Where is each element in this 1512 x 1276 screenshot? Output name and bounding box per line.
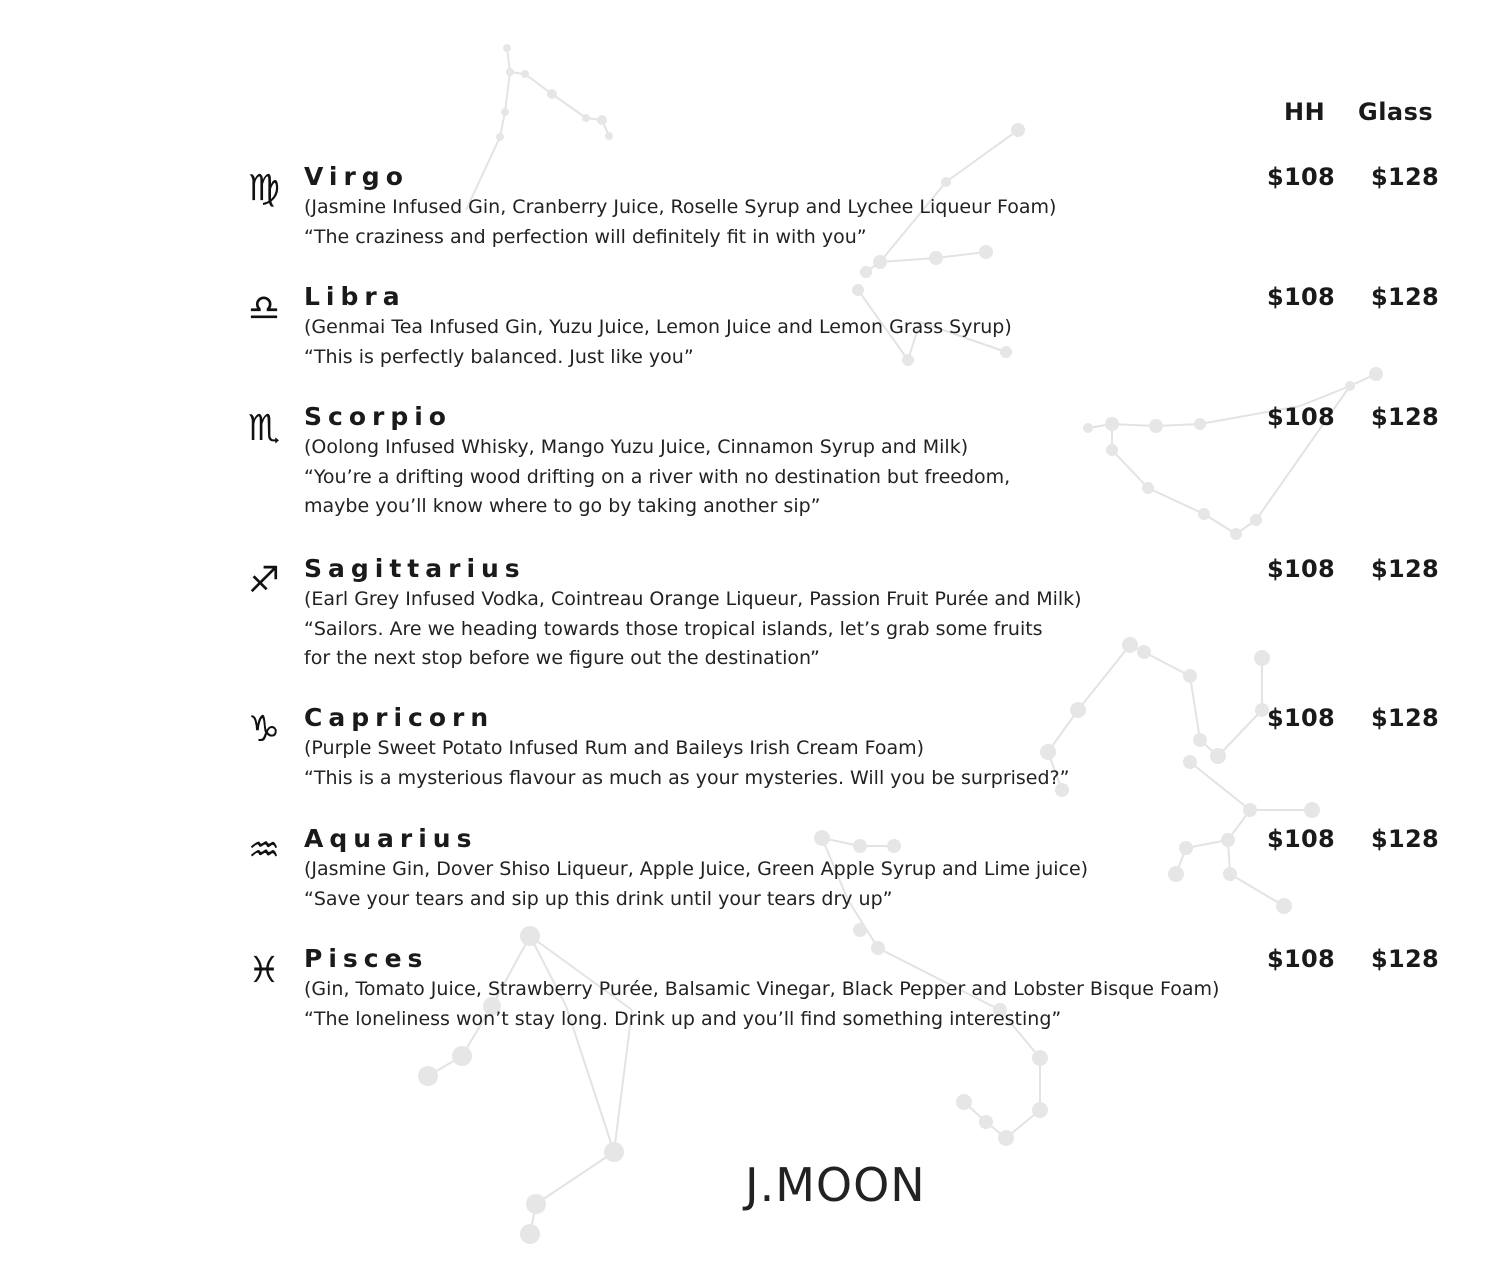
glass-price: $128: [1371, 163, 1439, 191]
item-name: Aquarius: [304, 824, 478, 853]
item-description: [304, 433, 1010, 522]
hh-price: $108: [1267, 945, 1335, 973]
glass-price: $128: [1371, 825, 1439, 853]
pisces-icon: ♓: [247, 950, 281, 991]
item-ingredients: (Purple Sweet Potato Infused Rum and Baileys Irish Cream Foam): [304, 737, 925, 759]
item-description: [304, 975, 1219, 1034]
item-ingredients: (Jasmine Gin, Dover Shiso Liqueur, Apple Juice, Green Apple Syrup and Lime juice): [304, 858, 1089, 880]
item-tagline: “This is a mysterious flavour as much as your mysteries. Will you be surprised?”: [304, 766, 1070, 789]
glass-price: $128: [1371, 945, 1439, 973]
item-ingredients: (Oolong Infused Whisky, Mango Yuzu Juice, Cinnamon Syrup and Milk): [304, 436, 969, 458]
glass-price: $128: [1371, 704, 1439, 732]
glass-price: $128: [1371, 403, 1439, 431]
item-name: Capricorn: [304, 703, 495, 732]
constellation-top: [466, 44, 613, 210]
item-tagline: for the next stop before we figure out the destination”: [304, 647, 820, 669]
item-name: Virgo: [304, 162, 409, 191]
constellation-bottom: [418, 926, 632, 1244]
item-description: [304, 585, 1082, 674]
item-ingredients: (Gin, Tomato Juice, Strawberry Purée, Balsamic Vinegar, Black Pepper and Lobster Bisque Foam): [304, 978, 1220, 1000]
libra-icon: ♎: [247, 288, 281, 329]
aquarius-icon: ♒: [247, 830, 281, 871]
item-tagline: “The loneliness won’t stay long. Drink up and you’ll find something interesting”: [304, 1007, 1062, 1030]
glass-price: $128: [1371, 555, 1439, 583]
item-name: Scorpio: [304, 402, 452, 431]
hh-price: $108: [1267, 704, 1335, 732]
item-ingredients: (Jasmine Infused Gin, Cranberry Juice, Roselle Syrup and Lychee Liqueur Foam): [304, 196, 1057, 218]
item-name: Pisces: [304, 944, 429, 973]
item-ingredients: (Genmai Tea Infused Gin, Yuzu Juice, Lemon Juice and Lemon Grass Syrup): [304, 316, 1012, 338]
constellation-right: [1083, 367, 1383, 540]
item-description: [304, 193, 1056, 252]
capricorn-icon: ♑: [247, 709, 281, 750]
item-ingredients: (Earl Grey Infused Vodka, Cointreau Orange Liqueur, Passion Fruit Purée and Milk): [304, 588, 1082, 610]
item-tagline: “You’re a drifting wood drifting on a river with no destination but freedom,: [304, 465, 1011, 488]
brand-logo: J.MOON: [745, 1158, 926, 1212]
sagittarius-icon: ♐: [247, 560, 281, 601]
hh-price: $108: [1267, 283, 1335, 311]
item-description: [304, 855, 1088, 914]
hh-column-header: HH: [1284, 98, 1326, 126]
item-name: Libra: [304, 282, 406, 311]
item-description: [304, 734, 1069, 793]
glass-price: $128: [1371, 283, 1439, 311]
hh-price: $108: [1267, 825, 1335, 853]
glass-column-header: Glass: [1358, 98, 1434, 126]
hh-price: $108: [1267, 403, 1335, 431]
item-description: [304, 313, 1012, 372]
hh-price: $108: [1267, 555, 1335, 583]
item-tagline: “Save your tears and sip up this drink until your tears dry up”: [304, 887, 893, 910]
hh-price: $108: [1267, 163, 1335, 191]
virgo-icon: ♍: [247, 168, 281, 209]
item-tagline: maybe you’ll know where to go by taking another sip”: [304, 495, 821, 517]
item-tagline: “Sailors. Are we heading towards those tropical islands, let’s grab some fruits: [304, 617, 1043, 640]
item-name: Sagittarius: [304, 554, 526, 583]
item-tagline: “The craziness and perfection will definitely fit in with you”: [304, 225, 867, 248]
scorpio-icon: ♏: [247, 408, 281, 449]
item-tagline: “This is perfectly balanced. Just like you”: [304, 345, 694, 368]
